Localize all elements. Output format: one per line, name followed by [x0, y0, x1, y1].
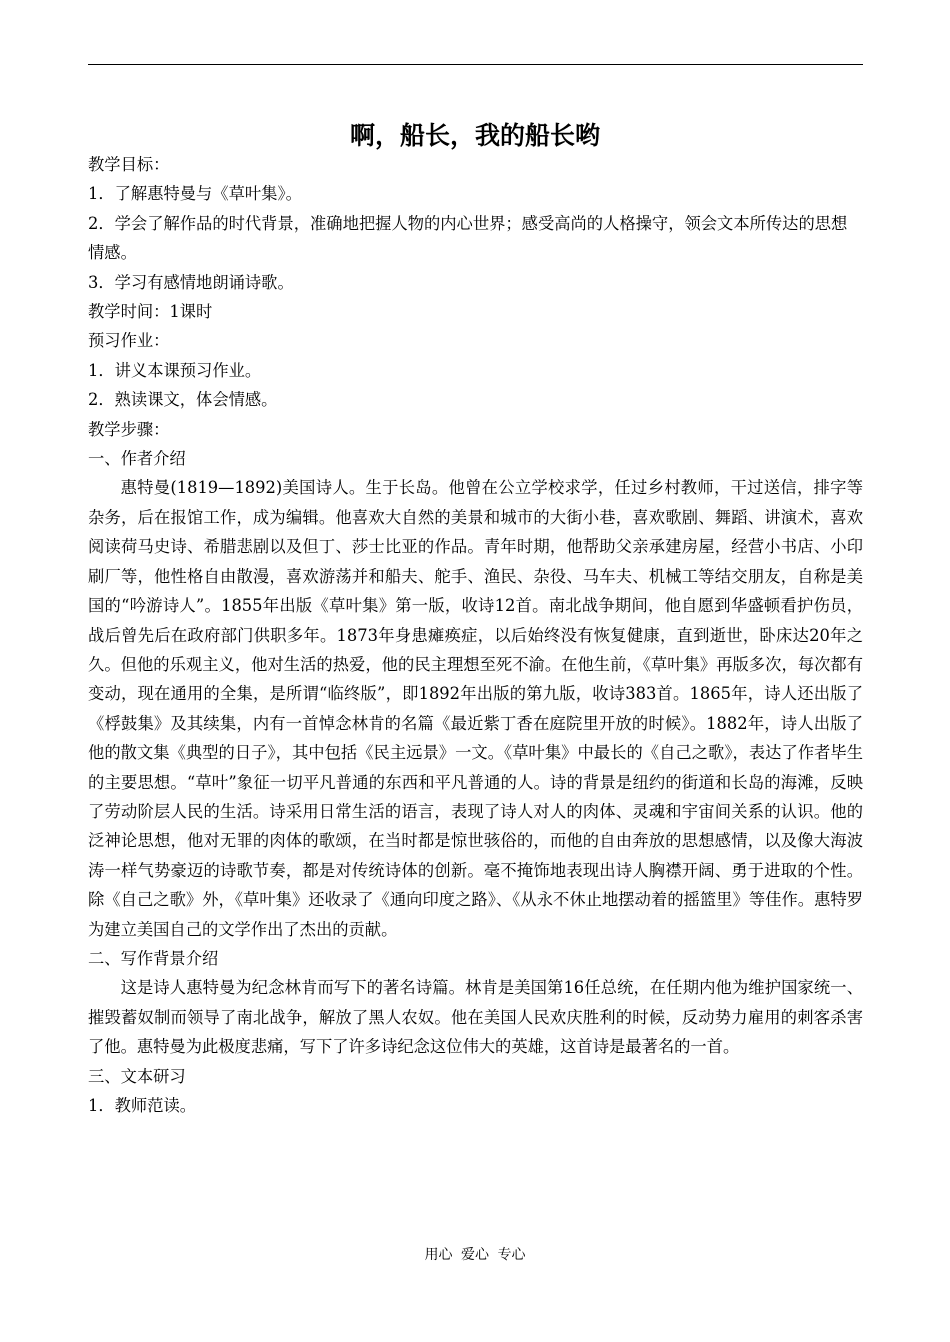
page-title: 啊，船长，我的船长哟: [349, 121, 600, 150]
section-3-heading: 三、文本研习: [88, 1066, 186, 1086]
goal-item-1: 1．了解惠特曼与《草叶集》。: [88, 184, 302, 204]
page-footer: 用心 爱心 专心: [424, 1247, 526, 1263]
goal-item-2: 2．学会了解作品的时代背景，准确地把握人物的内心世界；感受高尚的人格操守，领会文本所传达的思想情感。: [88, 213, 848, 263]
prep-item-1: 1．讲义本课预习作业。: [88, 360, 262, 380]
goal-heading: 教学目标：: [88, 155, 170, 174]
prep-heading: 预习作业：: [88, 331, 170, 351]
section-1-paragraph: 惠特曼(1819—1892)美国诗人。生于长岛。他曾在公立学校求学，任过乡村教师，干过送信，排字等杂务，后在报馆工作，成为编辑。他喜欢大自然的美景和城市的大街小巷，喜欢歌剧、舞蹈、讲演术，喜欢阅读荷马史诗、希腊悲剧以及但丁、莎士比亚的作品。青年时期，他帮助父亲承建房屋，经营小书店、小印刷厂等，他性格自由散漫，喜欢游荡并和船夫、舵手、渔民、杂役、马车夫、机械工等结交朋友，自称是美国的“吟游诗人”。1855年出版《草叶集》第一版，收诗12首。南北战争期间，他自愿到华盛顿看护伤员，战后曾先后在政府部门供职多年。1873年身患瘫痪症，以后始终没有恢复健康，直到逝世，卧床达20年之久。但他的乐观主义，他对生活的热爱，他的民主理想至死不渝。在他生前，《草叶集》再版多次，每次都有变动，现在通用的全集，是所谓“临终版”，即1892年出版的第九版，收诗383首。1865年，诗人还出版了《桴鼓集》及其续集，内有一首悼念林肯的名篇《最近紫丁香在庭院里开放的时候》。1882年，诗人出版了他的散文集《典型的日子》，其中包括《民主远景》一文。《草叶集》中最长的《自己之歌》，表达了作者毕生的主要思想。“草叶”象征一切平凡普通的东西和平凡普通的人。诗的背景是纽约的街道和长岛的海滩，反映了劳动阶层人民的生活。诗采用日常生活的语言，表现了诗人对人的肉体、灵魂和宇宙间关系的认识。他的泛神论思想，他对无罪的肉体的歌颂，在当时都是惊世骇俗的，而他的自由奔放的思想感情，以及像大海波涛一样气势豪迈的诗歌节奏，都是对传统诗体的创新。毫不掩饰地表现出诗人胸襟开阔、勇于进取的个性。除《自己之歌》外，《草叶集》还收录了《通向印度之路》、《从永不休止地摆动着的摇篮里》等佳作。惠特罗为建立美国自己的文学作出了杰出的贡献。: [88, 478, 863, 939]
section-2-paragraph: 这是诗人惠特曼为纪念林肯而写下的著名诗篇。林肯是美国第16任总统，在任期内他为维护国家统一、摧毁蓄奴制而领导了南北战争，解放了黑人农奴。他在美国人民欢庆胜利的时候，反动势力雇用的刺客杀害了他。惠特曼为此极度悲痛，写下了许多诗纪念这位伟大的英雄，这首诗是最著名的一首。: [88, 978, 863, 1057]
section-3-item-1: 1．教师范读。: [88, 1096, 197, 1115]
prep-item-2: 2．熟读课文，体会情感。: [88, 390, 278, 410]
header-rule: [88, 64, 863, 65]
goal-item-3: 3．学习有感情地朗诵诗歌。: [88, 272, 294, 292]
teaching-time: 教学时间：1课时: [88, 302, 213, 322]
section-2-heading: 二、写作背景介绍: [88, 948, 219, 968]
document-body: [88, 150, 863, 1120]
steps-heading: 教学步骤：: [88, 419, 170, 439]
section-1-heading: 一、作者介绍: [88, 449, 186, 469]
